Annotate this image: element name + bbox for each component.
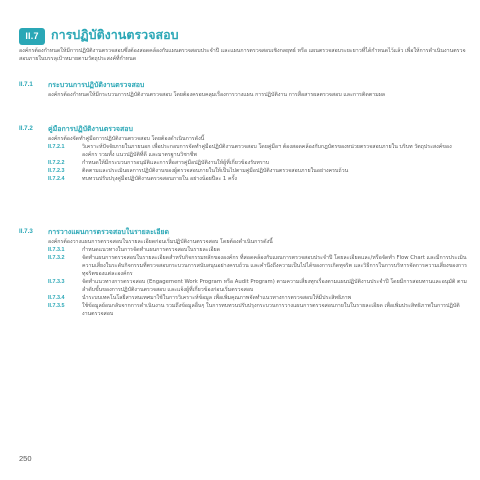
item-text: จัดทำแนวทางการตรวจสอบ (Engagement Work Program หรือ Audit Program) ตามความเสี่ยงทุกเรื่องตามแผนปฏิบัติงานประจำปี โดยมีการสอบทานและอนุมัติ ตามลำดับขั้นของการปฏิบัติงานตรวจสอบ และแจ้งผู้ที่เกี่ยวข้องก่อนเริ่มตรวจสอบ xyxy=(82,279,467,293)
list-item xyxy=(48,302,467,318)
item-text: ติดตามและประเมินผลการปฏิบัติงานของผู้ตรวจสอบภายในให้เป็นไปตามคู่มือปฏิบัติงานตรวจสอบภายในอย่างครบถ้วน xyxy=(82,168,349,174)
section-title: คู่มือการปฏิบัติงานตรวจสอบ xyxy=(48,125,133,133)
section-body: องค์กรต้องกำหนดให้มีกระบวนการปฏิบัติงานตรวจสอบ โดยต้องครอบคลุมเรื่องการวางแผน การปฏิบัติงาน การสื่อสารผลตรวจสอบ และการติดตามผล xyxy=(48,92,386,98)
list-item xyxy=(48,175,467,183)
section-badge: II.7 xyxy=(19,28,45,45)
item-number: II.7.2.3 xyxy=(48,168,65,174)
section-body: องค์กรต้องวางแผนการตรวจสอบในรายละเอียดก่อนเริ่มปฏิบัติงานตรวจสอบ โดยต้องดำเนินการดังนี้ xyxy=(48,239,273,245)
item-number: II.7.3.1 xyxy=(48,247,65,253)
list-item xyxy=(48,167,467,175)
section-number: II.7.2 xyxy=(19,125,33,132)
item-number: II.7.3.3 xyxy=(48,279,65,285)
page-header xyxy=(0,0,480,50)
item-number: II.7.3.4 xyxy=(48,295,65,301)
item-number: II.7.3.2 xyxy=(48,255,65,261)
page-title: การปฏิบัติงานตรวจสอบ xyxy=(51,27,179,42)
section-body: องค์กรต้องจัดทำคู่มือการปฏิบัติงานตรวจสอบ โดยต้องดำเนินการดังนี้ xyxy=(48,136,205,142)
list-item xyxy=(48,143,467,159)
list-item xyxy=(48,159,467,167)
section-title: กระบวนการปฏิบัติงานตรวจสอบ xyxy=(48,81,145,89)
list-item xyxy=(48,278,467,294)
list-item xyxy=(48,294,467,302)
item-number: II.7.2.2 xyxy=(48,160,65,166)
item-text: ใช้ข้อมูลย้อนกลับจากการดำเนินงาน รวมถึงข้อมูลอื่นๆ ในการทบทวนปรับปรุงกระบวนการวางแผนการตรวจสอบภายในในรายละเอียด เพื่อเพิ่มประสิทธิภาพในการปฏิบัติงานตรวจสอบ xyxy=(82,303,460,317)
item-text: จัดทำแผนการตรวจสอบในรายละเอียดสำหรับกิจกรรมหลักขององค์กร ที่สอดคล้องกับแผนการตรวจสอบประจำปี โดยละเอียดและ/หรือจัดทำ Flow Chart และมีการประเมินความเสี่ยงในระดับกิจกรรมที่ตรวจสอบกระบวนการสนับสนุนอย่างครบถ้วน และคำนึงถึงความเป็นไปได้ของการเกิดทุจริต และวิธีการในการบริหารจัดการความเสี่ยงของการทุจริตของแต่ละองค์กร xyxy=(82,255,467,277)
list-item xyxy=(48,254,467,278)
intro-paragraph: องค์กรต้องกำหนดให้มีการปฏิบัติงานตรวจสอบซึ่งต้องสอดคล้องกับแผนตรวจสอบประจำปี และแผนการตรวจสอบเชิงกลยุทธ์ หรือ แผนตรวจสอบระยะยาวที่ได้กำหนดไว้แล้ว เพื่อให้การดำเนินงานตรวจสอบภายในบรรลุเป้าหมายตามวัตถุประสงค์ที่กำหนด xyxy=(19,48,466,62)
page-number: 250 xyxy=(19,454,32,463)
list-item xyxy=(48,246,467,254)
item-number: II.7.2.4 xyxy=(48,176,65,182)
section-number: II.7.1 xyxy=(19,81,33,88)
item-text: นำระบบเทคโนโลยีสารสนเทศมาใช้ในการวิเคราะห์ข้อมูล เพื่อเพิ่มคุณภาพจัดทำแนวทางการตรวจสอบให้มีประสิทธิภาพ xyxy=(82,295,352,301)
item-text: กำหนดให้มีกระบวนการอนุมัติและการสื่อสารคู่มือปฏิบัติงานให้ผู้ที่เกี่ยวข้องรับทราบ xyxy=(82,160,270,166)
section-7-1 xyxy=(19,80,467,99)
item-number: II.7.2.1 xyxy=(48,144,65,150)
section-7-3 xyxy=(19,227,467,318)
item-text: วิเคราะห์ปัจจัยภายในภายนอก เพื่อประกอบการจัดทำคู่มือปฏิบัติงานตรวจสอบ โดยคู่มือฯ ต้องสอดคล้องกับกฎบัตรของหน่วยตรวจสอบภายใน บริบท วัตถุประสงค์ขององค์กร รวมทั้ง แนวปฏิบัติที่ดี และมาตรฐานวิชาชีพ xyxy=(82,144,452,158)
item-number: II.7.3.5 xyxy=(48,303,65,309)
item-text: กำหนดแนวทางในการจัดทำแผนการตรวจสอบในรายละเอียด xyxy=(82,247,221,253)
section-number: II.7.3 xyxy=(19,228,33,235)
section-title: การวางแผนการตรวจสอบในรายละเอียด xyxy=(48,228,170,236)
item-text: ทบทวนปรับปรุงคู่มือปฏิบัติงานตรวจสอบภายใน อย่างน้อยปีละ 1 ครั้ง xyxy=(82,176,237,182)
section-7-2 xyxy=(19,124,467,183)
